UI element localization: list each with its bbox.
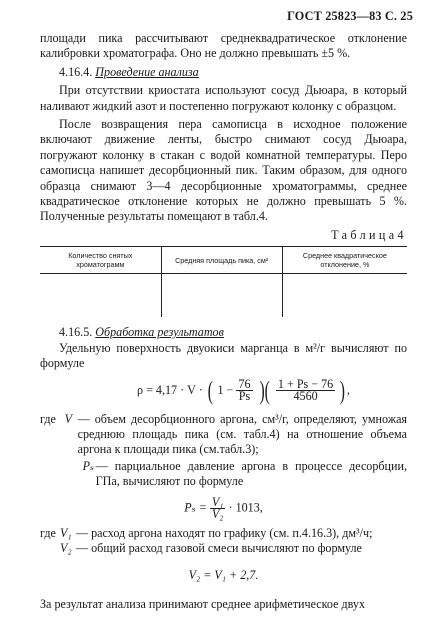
fraction-denominator: Ps bbox=[238, 389, 251, 403]
definition-row bbox=[40, 412, 407, 458]
results-table bbox=[40, 246, 407, 317]
section-heading-analysis bbox=[40, 65, 407, 80]
where-label: где bbox=[40, 411, 56, 426]
table-header-cell: Количество снятых хроматограмм bbox=[40, 247, 161, 274]
formula-paren: ) bbox=[339, 375, 346, 405]
definition-spacer bbox=[40, 459, 83, 490]
table-caption: Таблица4 bbox=[331, 227, 407, 242]
table-header-cell: Средняя площадь пика, см² bbox=[161, 247, 282, 274]
fraction-numerator: 76 bbox=[238, 377, 251, 391]
definition-row bbox=[40, 526, 407, 541]
paragraph-calibration: площади пика рассчитывают среднеквадратическое отклонение калибровки хроматографа. Оно не должно превышать ±5 %. bbox=[40, 31, 407, 61]
fraction-denominator: 4560 bbox=[293, 389, 318, 403]
formula-tail: , bbox=[346, 382, 350, 397]
definition-row bbox=[40, 541, 407, 556]
where-label: где bbox=[40, 525, 56, 540]
definition-symbol: V₁ bbox=[60, 525, 72, 540]
table-cell bbox=[161, 274, 282, 318]
definition-symbol: V bbox=[64, 411, 73, 426]
formula-lhs: Pₛ = bbox=[184, 499, 207, 514]
definition-symbol: Pₛ bbox=[82, 458, 95, 473]
definition-text: — расход аргона находят по графику (см. п.4.16.3), дм³/ч; bbox=[76, 525, 373, 540]
formula-fraction-1 bbox=[236, 379, 252, 402]
paragraph-desorption: После возвращения пера самописца в исходное положение включают движение ленты, быстро снимают сосуд Дьюара, погружают колонку в стакан с водой комнатной температуры. Перо самописца напишет десорбционный пик. Таким образом, для одного образца снимают 3—4 десорбционные хроматограммы, среднее квадратическое отклонение которых не должно превышать 5 %. Полученные результаты помещают в табл.4. bbox=[40, 117, 407, 224]
formula-paren: ( bbox=[207, 375, 213, 405]
paragraph-final: За результат анализа принимают среднее арифметическое двух bbox=[40, 596, 366, 611]
page-header: ГОСТ 25823—83 С. 25 bbox=[287, 9, 413, 23]
definition-row bbox=[40, 459, 407, 490]
section-number: 4.16.4. bbox=[59, 64, 93, 79]
paragraph-dewar: При отсутствии криостата используют сосуд Дьюара, в который наливают жидкий азот и постепенно погружают колонку с образцом. bbox=[40, 83, 407, 113]
table-cell bbox=[282, 274, 407, 318]
definition-symbol: V₂ bbox=[60, 540, 72, 555]
table-cell bbox=[40, 274, 161, 318]
section-number: 4.16.5. bbox=[59, 325, 93, 340]
definition-spacer bbox=[40, 541, 60, 556]
formula-partial-pressure bbox=[40, 494, 407, 521]
table-header-cell: Среднее квадратическое отклонение, % bbox=[282, 247, 407, 274]
document-body bbox=[40, 31, 407, 612]
fraction-numerator: 1 + Ps − 76 bbox=[277, 377, 334, 391]
section-title: Проведение анализа bbox=[95, 64, 199, 79]
fraction-denominator: V₂ bbox=[211, 506, 224, 521]
fraction-numerator: V₁ bbox=[211, 494, 224, 509]
table-row bbox=[40, 274, 407, 318]
definitions-block bbox=[40, 412, 407, 490]
formula-lhs: ρ = 4,17 · V · bbox=[137, 382, 203, 397]
section-title: Обработка результатов bbox=[95, 325, 224, 340]
table-header-row bbox=[40, 247, 407, 274]
formula-expression: V₂ = V₁ + 2,7. bbox=[188, 568, 259, 583]
formula-fraction bbox=[210, 494, 226, 521]
formula-paren: )( bbox=[259, 375, 270, 405]
formula-surface-area bbox=[80, 375, 407, 405]
definition-text: — парциальное давление аргона в процессе десорбции, ГПа, вычисляют по формуле bbox=[95, 458, 407, 489]
formula-rhs: · 1013, bbox=[228, 499, 263, 514]
formula-one-minus: 1 − bbox=[217, 382, 234, 397]
paragraph-surface-formula: Удельную поверхность двуокиси марганца в м²/г вычисляют по формуле bbox=[40, 340, 407, 371]
definitions-block-2 bbox=[40, 526, 407, 557]
definition-text: — объем десорбционного аргона, см³/г, определяют, умножая среднюю площадь пика (см. табл.4) на отношение объема аргона к площади пика (см.табл.3); bbox=[77, 411, 407, 457]
formula-fraction-2 bbox=[276, 379, 335, 402]
formula-total-flow bbox=[40, 568, 407, 583]
definition-text: — общий расход газовой смеси вычисляют по формуле bbox=[76, 540, 362, 555]
section-heading-processing bbox=[40, 325, 407, 340]
